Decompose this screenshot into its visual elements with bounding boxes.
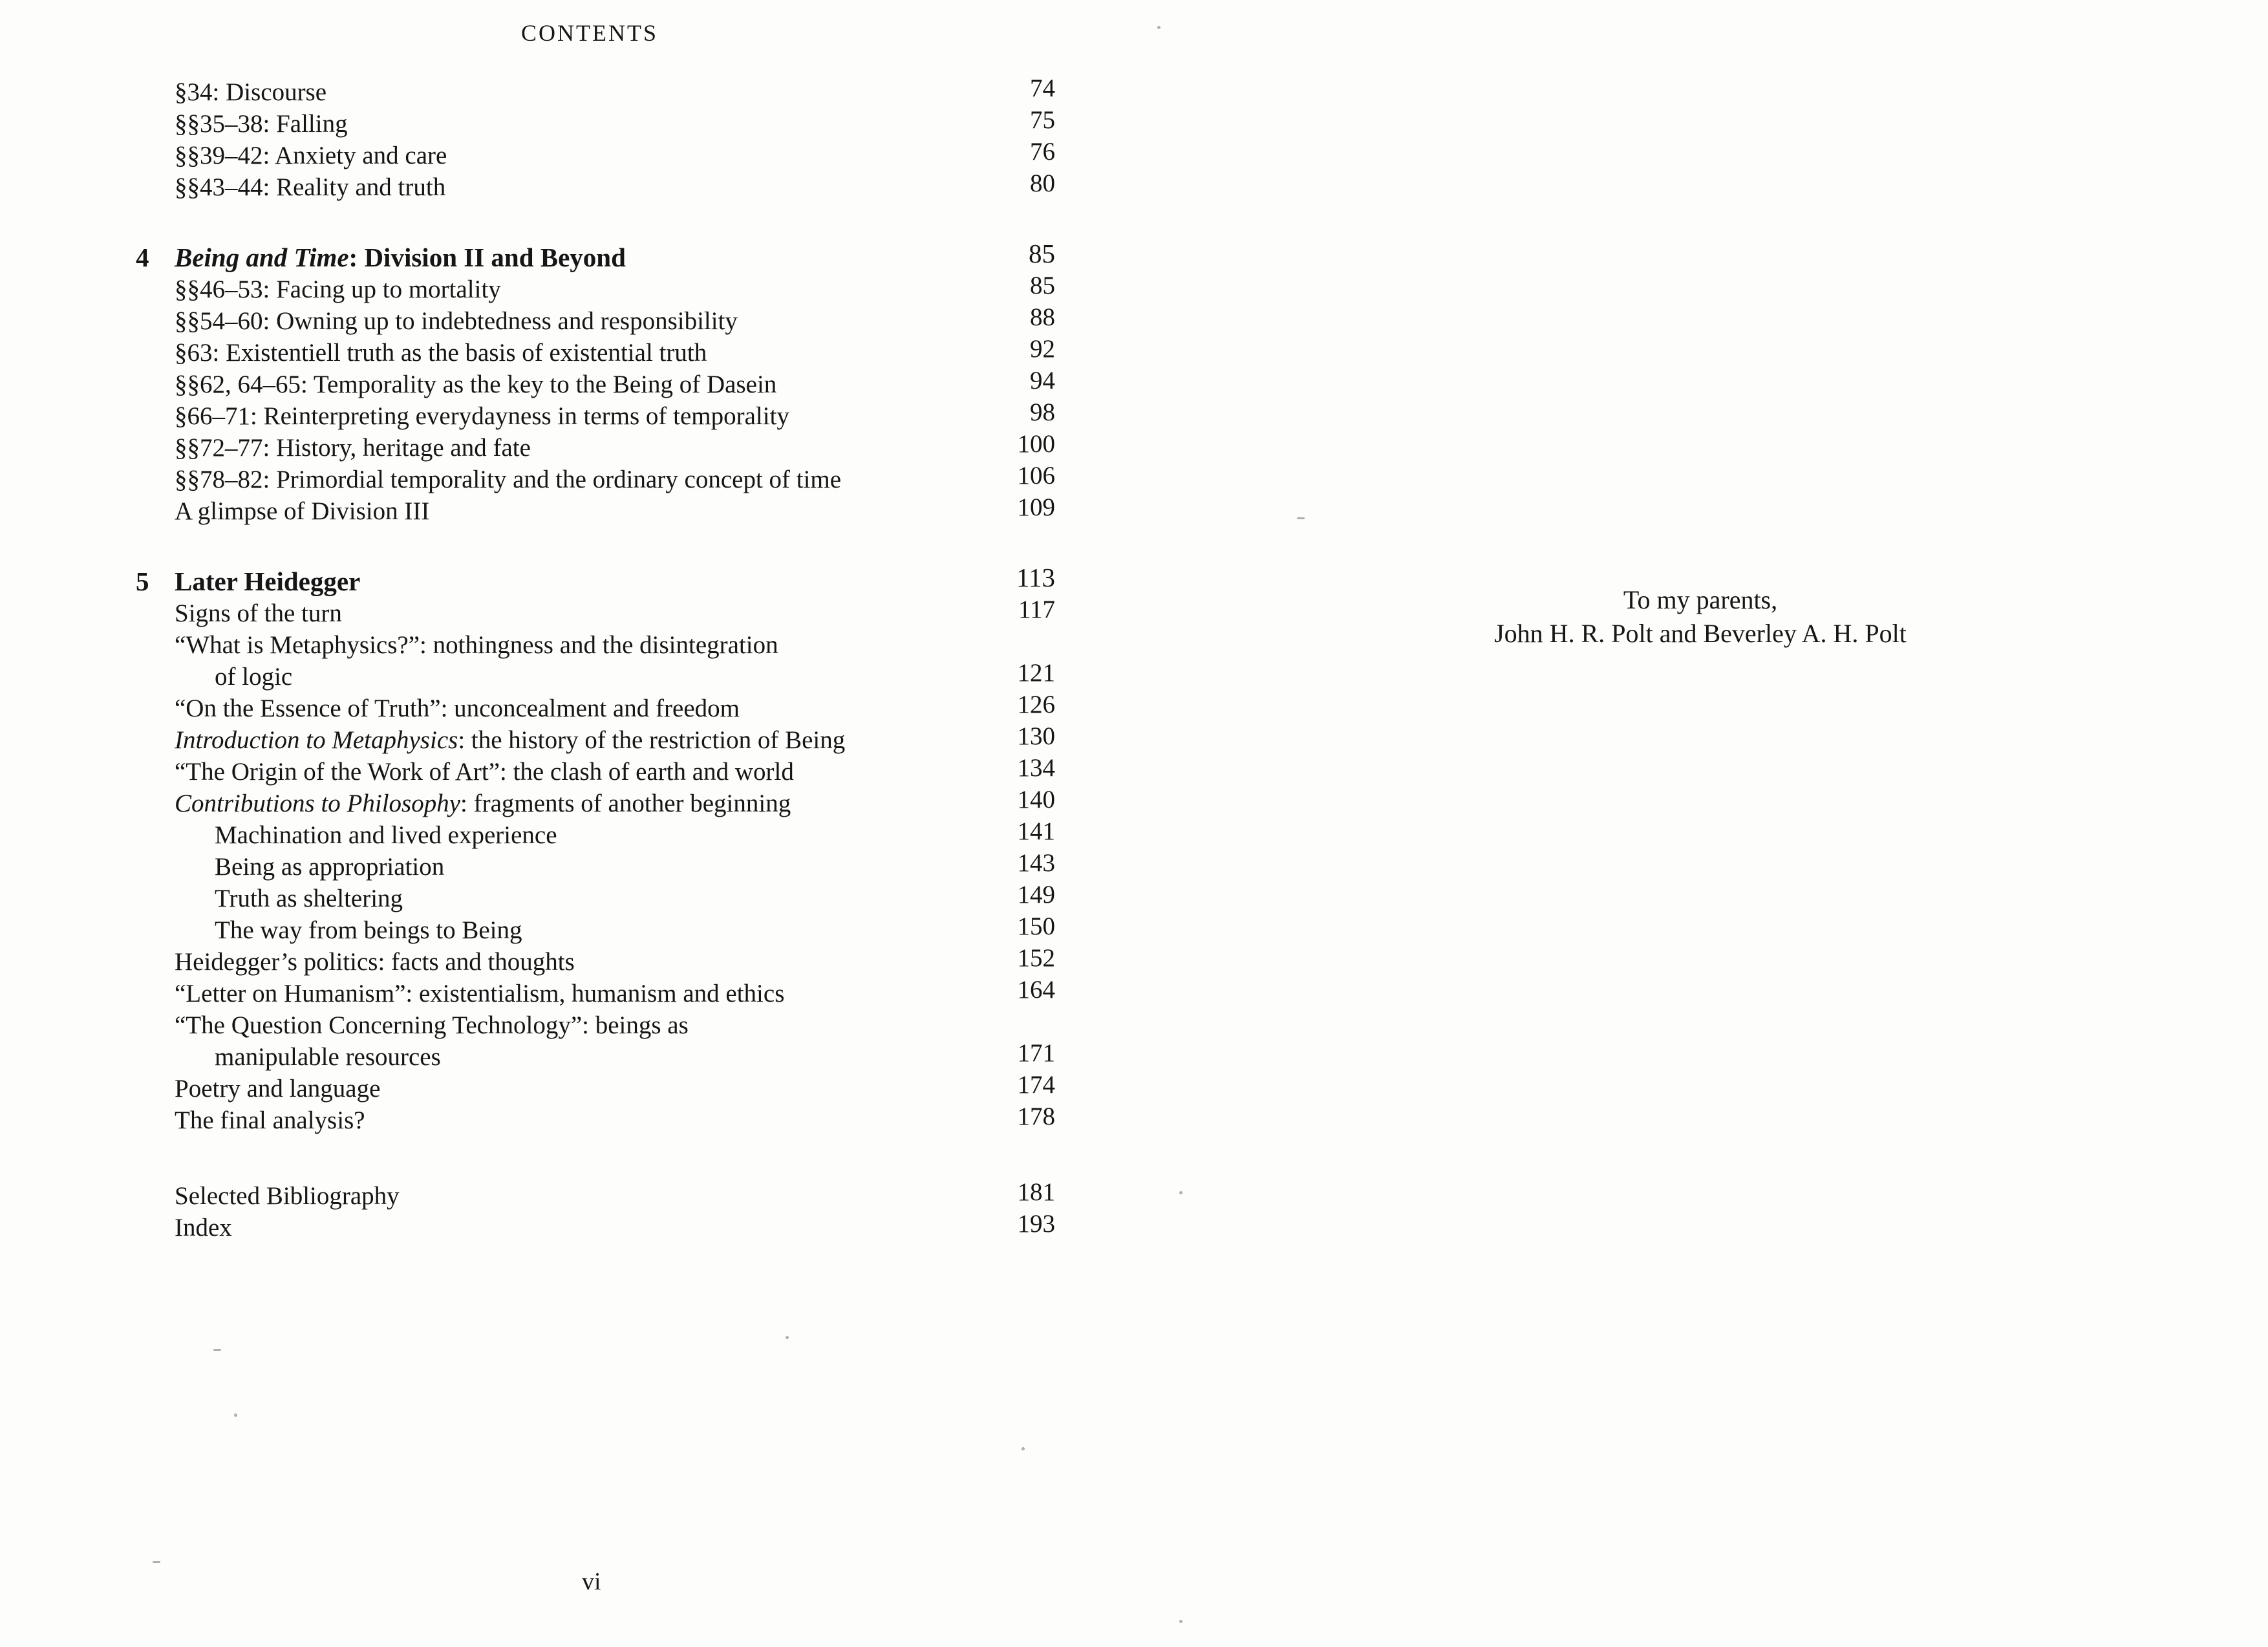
- toc-entry-text: Later Heidegger: [175, 566, 361, 596]
- toc-entry-text: §§62, 64–65: Temporality as the key to the Being of Dasein: [175, 371, 777, 398]
- toc-row: [134, 693, 1055, 724]
- toc-entry-text: Heidegger’s politics: facts and thoughts: [175, 948, 575, 976]
- toc-page-number: 143: [1017, 849, 1055, 877]
- toc-row: [134, 76, 1055, 108]
- toc-page-number: 150: [1017, 912, 1055, 940]
- toc-page-number: 140: [1017, 786, 1055, 813]
- toc-entry-text: “Letter on Humanism”: existentialism, humanism and ethics: [175, 980, 785, 1007]
- toc-row: [134, 369, 1055, 400]
- toc-row: [134, 629, 1055, 661]
- toc-row: [134, 337, 1055, 369]
- toc-entry-text: Poetry and language: [175, 1075, 381, 1103]
- toc-row: [134, 495, 1055, 527]
- toc-page-number: 98: [1030, 398, 1055, 426]
- toc-page-number: 130: [1017, 722, 1055, 750]
- toc-entry-text: manipulable resources: [215, 1043, 441, 1071]
- toc-entry-text: Signs of the turn: [175, 599, 342, 627]
- toc-page-number: 80: [1030, 169, 1055, 197]
- toc-page-number: 88: [1030, 303, 1055, 331]
- toc-page-number: 76: [1030, 138, 1055, 166]
- toc-page-number: 164: [1017, 976, 1055, 1004]
- scan-speck: [153, 1561, 160, 1563]
- toc-row: [134, 400, 1055, 432]
- toc-page-number: 171: [1017, 1039, 1055, 1067]
- toc-entry-text: Being and Time: Division II and Beyond: [175, 242, 626, 272]
- chapter-number: 4: [136, 242, 149, 272]
- toc-row: [134, 914, 1055, 946]
- toc-entry-text: “The Origin of the Work of Art”: the clash of earth and world: [175, 758, 794, 786]
- toc-row: [134, 1041, 1055, 1073]
- dedication-line-1: To my parents,: [1623, 585, 1778, 614]
- toc-entry-text: Selected Bibliography: [175, 1182, 400, 1210]
- toc-row: [134, 883, 1055, 914]
- toc-page-number: 181: [1017, 1178, 1055, 1206]
- toc-page-number: 75: [1030, 106, 1055, 134]
- toc-entry-text: §§46–53: Facing up to mortality: [175, 275, 501, 303]
- toc-row: [134, 819, 1055, 851]
- toc-row: [134, 1073, 1055, 1104]
- toc-entry-text: Contributions to Philosophy: fragments of another beginning: [175, 790, 791, 817]
- toc-page-number: 149: [1017, 881, 1055, 909]
- toc-entry-text: of logic: [215, 663, 293, 691]
- toc-page-number: 193: [1017, 1210, 1055, 1238]
- toc-row: [134, 978, 1055, 1009]
- scan-speck: [213, 1349, 221, 1351]
- toc-row: [134, 946, 1055, 978]
- toc-row: [134, 788, 1055, 819]
- toc-entry-text: “On the Essence of Truth”: unconcealment and freedom: [175, 694, 740, 722]
- toc-entry-text: “What is Metaphysics?”: nothingness and the disintegration: [175, 631, 778, 659]
- toc-entry-text: Introduction to Metaphysics: the history of the restriction of Being: [175, 726, 846, 754]
- toc-page-number: 134: [1017, 754, 1055, 782]
- toc-row: [134, 1104, 1055, 1136]
- dedication-line-2: John H. R. Polt and Beverley A. H. Polt: [1494, 619, 1907, 648]
- scan-speck: [1297, 517, 1305, 519]
- toc-page-number: 121: [1017, 659, 1055, 687]
- toc-page-number: 109: [1017, 493, 1055, 521]
- toc-entry-text: §§39–42: Anxiety and care: [175, 142, 447, 169]
- toc-row: [134, 464, 1055, 495]
- toc-entry-text: §§54–60: Owning up to indebtedness and responsibility: [175, 307, 738, 335]
- chapter-number: 5: [136, 566, 149, 596]
- toc-entry-text: §34: Discourse: [175, 78, 327, 106]
- toc-entry-text: “The Question Concerning Technology”: beings as: [175, 1011, 689, 1039]
- toc-page-number: 178: [1017, 1103, 1055, 1130]
- toc-row: [134, 140, 1055, 171]
- scan-speck: [234, 1414, 237, 1417]
- running-head: CONTENTS: [521, 20, 658, 46]
- toc-row: [134, 724, 1055, 756]
- toc-row: [134, 108, 1055, 140]
- toc-entry-text: The way from beings to Being: [215, 916, 522, 944]
- toc-page-number: 117: [1018, 596, 1055, 623]
- right-page: [1225, 0, 2268, 1647]
- toc-page-number: 85: [1029, 239, 1055, 268]
- toc-row: [134, 597, 1055, 629]
- toc-entry-text: §§78–82: Primordial temporality and the ordinary concept of time: [175, 466, 842, 493]
- toc-row: [134, 305, 1055, 337]
- toc-chapter-row: [134, 563, 1055, 597]
- toc-page-number: 94: [1030, 367, 1055, 394]
- toc-page-number: 174: [1017, 1071, 1055, 1099]
- toc-page-number: 85: [1030, 272, 1055, 299]
- toc-entry-text: Being as appropriation: [215, 853, 445, 881]
- dedication: [1464, 583, 1936, 651]
- toc-row: [134, 171, 1055, 203]
- toc-row: [134, 1180, 1055, 1212]
- toc-entry-text: Machination and lived experience: [215, 821, 557, 849]
- toc-page-number: 106: [1017, 462, 1055, 490]
- toc-page-number: 92: [1030, 335, 1055, 363]
- page-number-folio: vi: [582, 1568, 601, 1595]
- toc-entry-text: §§72–77: History, heritage and fate: [175, 434, 531, 462]
- toc-entry-text: Index: [175, 1214, 232, 1242]
- toc-row: [134, 432, 1055, 464]
- toc-row: [134, 274, 1055, 305]
- toc-page-number: 126: [1017, 691, 1055, 718]
- scan-speck: [1157, 26, 1161, 29]
- toc-row: [134, 851, 1055, 883]
- toc-entry-text: A glimpse of Division III: [175, 497, 430, 525]
- toc-page-number: 74: [1030, 74, 1055, 102]
- toc-entry-text: The final analysis?: [175, 1106, 365, 1134]
- scan-speck: [786, 1336, 789, 1339]
- toc-page-number: 141: [1017, 817, 1055, 845]
- toc-page-number: 100: [1017, 430, 1055, 458]
- toc-row: [134, 661, 1055, 693]
- toc-row: [134, 1009, 1055, 1041]
- scan-speck: [1022, 1447, 1025, 1450]
- toc-entry-text: §§35–38: Falling: [175, 110, 348, 138]
- toc-row: [134, 1212, 1055, 1243]
- toc-rows: [134, 76, 1055, 1243]
- toc-page-number: 152: [1017, 944, 1055, 972]
- scan-speck: [1179, 1191, 1182, 1194]
- scan-speck: [1179, 1620, 1182, 1623]
- toc-entry-text: Truth as sheltering: [215, 885, 403, 912]
- toc-chapter-row: [134, 239, 1055, 274]
- toc-entry-text: §63: Existentiell truth as the basis of existential truth: [175, 339, 707, 367]
- toc-entry-text: §§43–44: Reality and truth: [175, 173, 446, 201]
- toc-row: [134, 756, 1055, 788]
- toc-entry-text: §66–71: Reinterpreting everydayness in terms of temporality: [175, 402, 789, 430]
- toc-page-number: 113: [1016, 563, 1055, 592]
